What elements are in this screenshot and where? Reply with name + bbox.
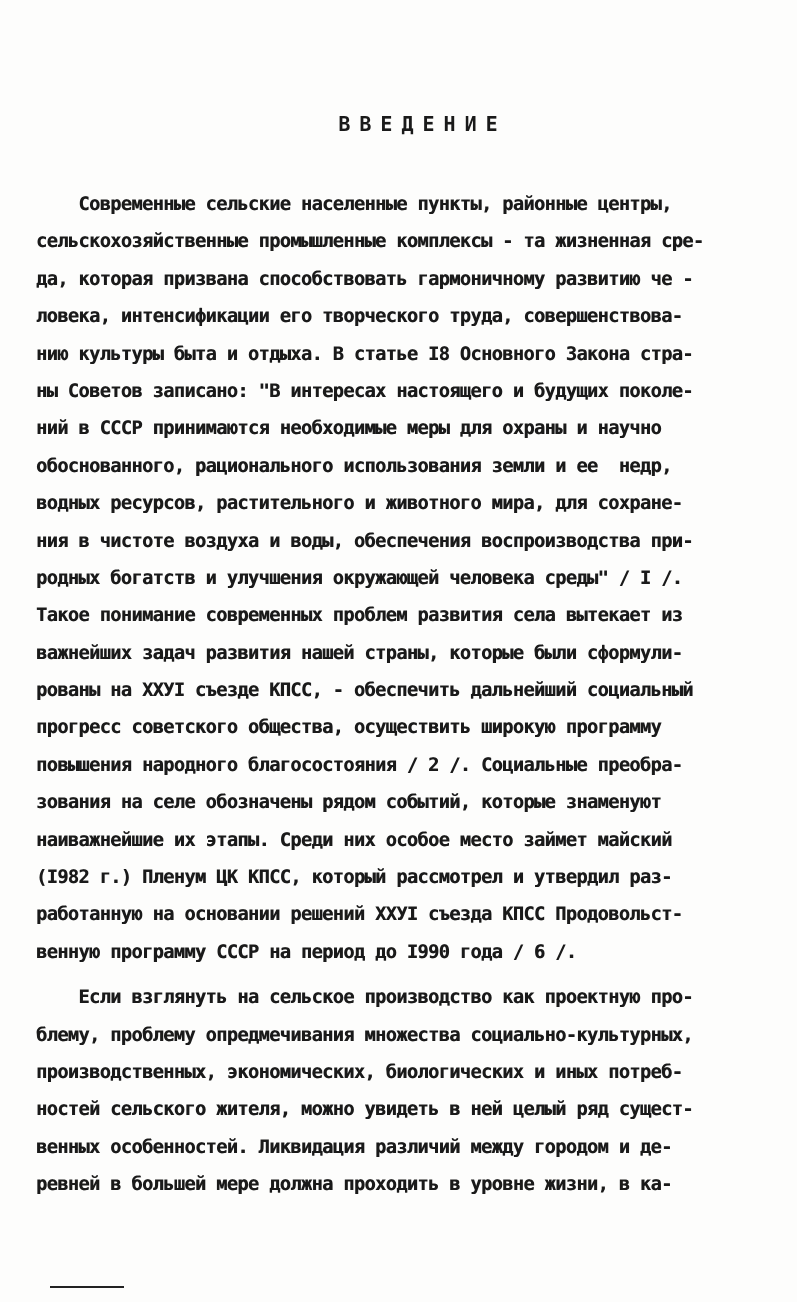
text-line: ны Советов записано: "В интересах настоящего и будущих поколе- bbox=[36, 380, 693, 402]
text-line: работанную на основании решений ХХУI съезда КПСС Продовольст- bbox=[36, 904, 683, 926]
text-line: водных ресурсов, растительного и животного мира, для сохране- bbox=[36, 493, 683, 515]
paragraph-2 bbox=[36, 979, 776, 1203]
text-line: рованы на ХХУI съезде КПСС, - обеспечить дальнейший социальный bbox=[36, 680, 693, 702]
text-line: ревней в большей мере должна проходить в уровне жизни, в ка- bbox=[36, 1174, 672, 1196]
body-text bbox=[36, 186, 776, 1204]
text-line: наиважнейшие их этапы. Среди них особое место займет майский bbox=[36, 829, 672, 851]
text-line: производственных, экономических, биологических и иных потреб- bbox=[36, 1061, 683, 1083]
text-line: венную программу СССР на период до I990 года / 6 /. bbox=[36, 941, 577, 963]
text-line: родных богатств и улучшения окружающей человека среды" / I /. bbox=[36, 567, 683, 589]
text-line: прогресс советского общества, осуществить широкую программу bbox=[36, 717, 662, 739]
footnote-rule bbox=[50, 1286, 124, 1288]
text-line: сельскохозяйственные промышленные комплексы - та жизненная сре- bbox=[36, 231, 704, 253]
text-line: ния в чистоте воздуха и воды, обеспечения воспроизводства при- bbox=[36, 530, 693, 552]
text-line: (I982 г.) Пленум ЦК КПСС, который рассмотрел и утвердил раз- bbox=[36, 867, 672, 889]
text-line: важнейших задач развития нашей страны, которые были сформули- bbox=[36, 642, 683, 664]
text-line: нию культуры быта и отдыха. В статье I8 Основного Закона стра- bbox=[36, 343, 693, 365]
page-title: ВВЕДЕНИЕ bbox=[338, 112, 507, 136]
text-line: венных особенностей. Ликвидация различий между городом и де- bbox=[36, 1136, 672, 1158]
paragraph-gap bbox=[36, 971, 776, 979]
text-line: повышения народного благосостояния / 2 /. Социальные преобра- bbox=[36, 754, 683, 776]
text-line: ний в СССР принимаются необходимые меры для охраны и научно bbox=[36, 418, 662, 440]
text-line: Если взглянуть на сельское производство как проектную про- bbox=[36, 987, 693, 1009]
text-line: блему, проблему опредмечивания множества социально-культурных, bbox=[36, 1024, 693, 1046]
text-line: Современные сельские населенные пункты, районные центры, bbox=[36, 194, 672, 215]
paragraph-1 bbox=[36, 186, 776, 971]
text-line: ловека, интенсификации его творческого труда, совершенствова- bbox=[36, 306, 683, 328]
text-line: Такое понимание современных проблем развития села вытекает из bbox=[36, 605, 683, 627]
text-line: ностей сельского жителя, можно увидеть в ней целый ряд сущест- bbox=[36, 1099, 693, 1121]
text-line: зования на селе обозначены рядом событий, которые знаменуют bbox=[36, 792, 662, 814]
text-line: да, которая призвана способствовать гармоничному развитию че - bbox=[36, 268, 693, 290]
text-line: обоснованного, рационального использования земли и ее недр, bbox=[36, 455, 672, 477]
